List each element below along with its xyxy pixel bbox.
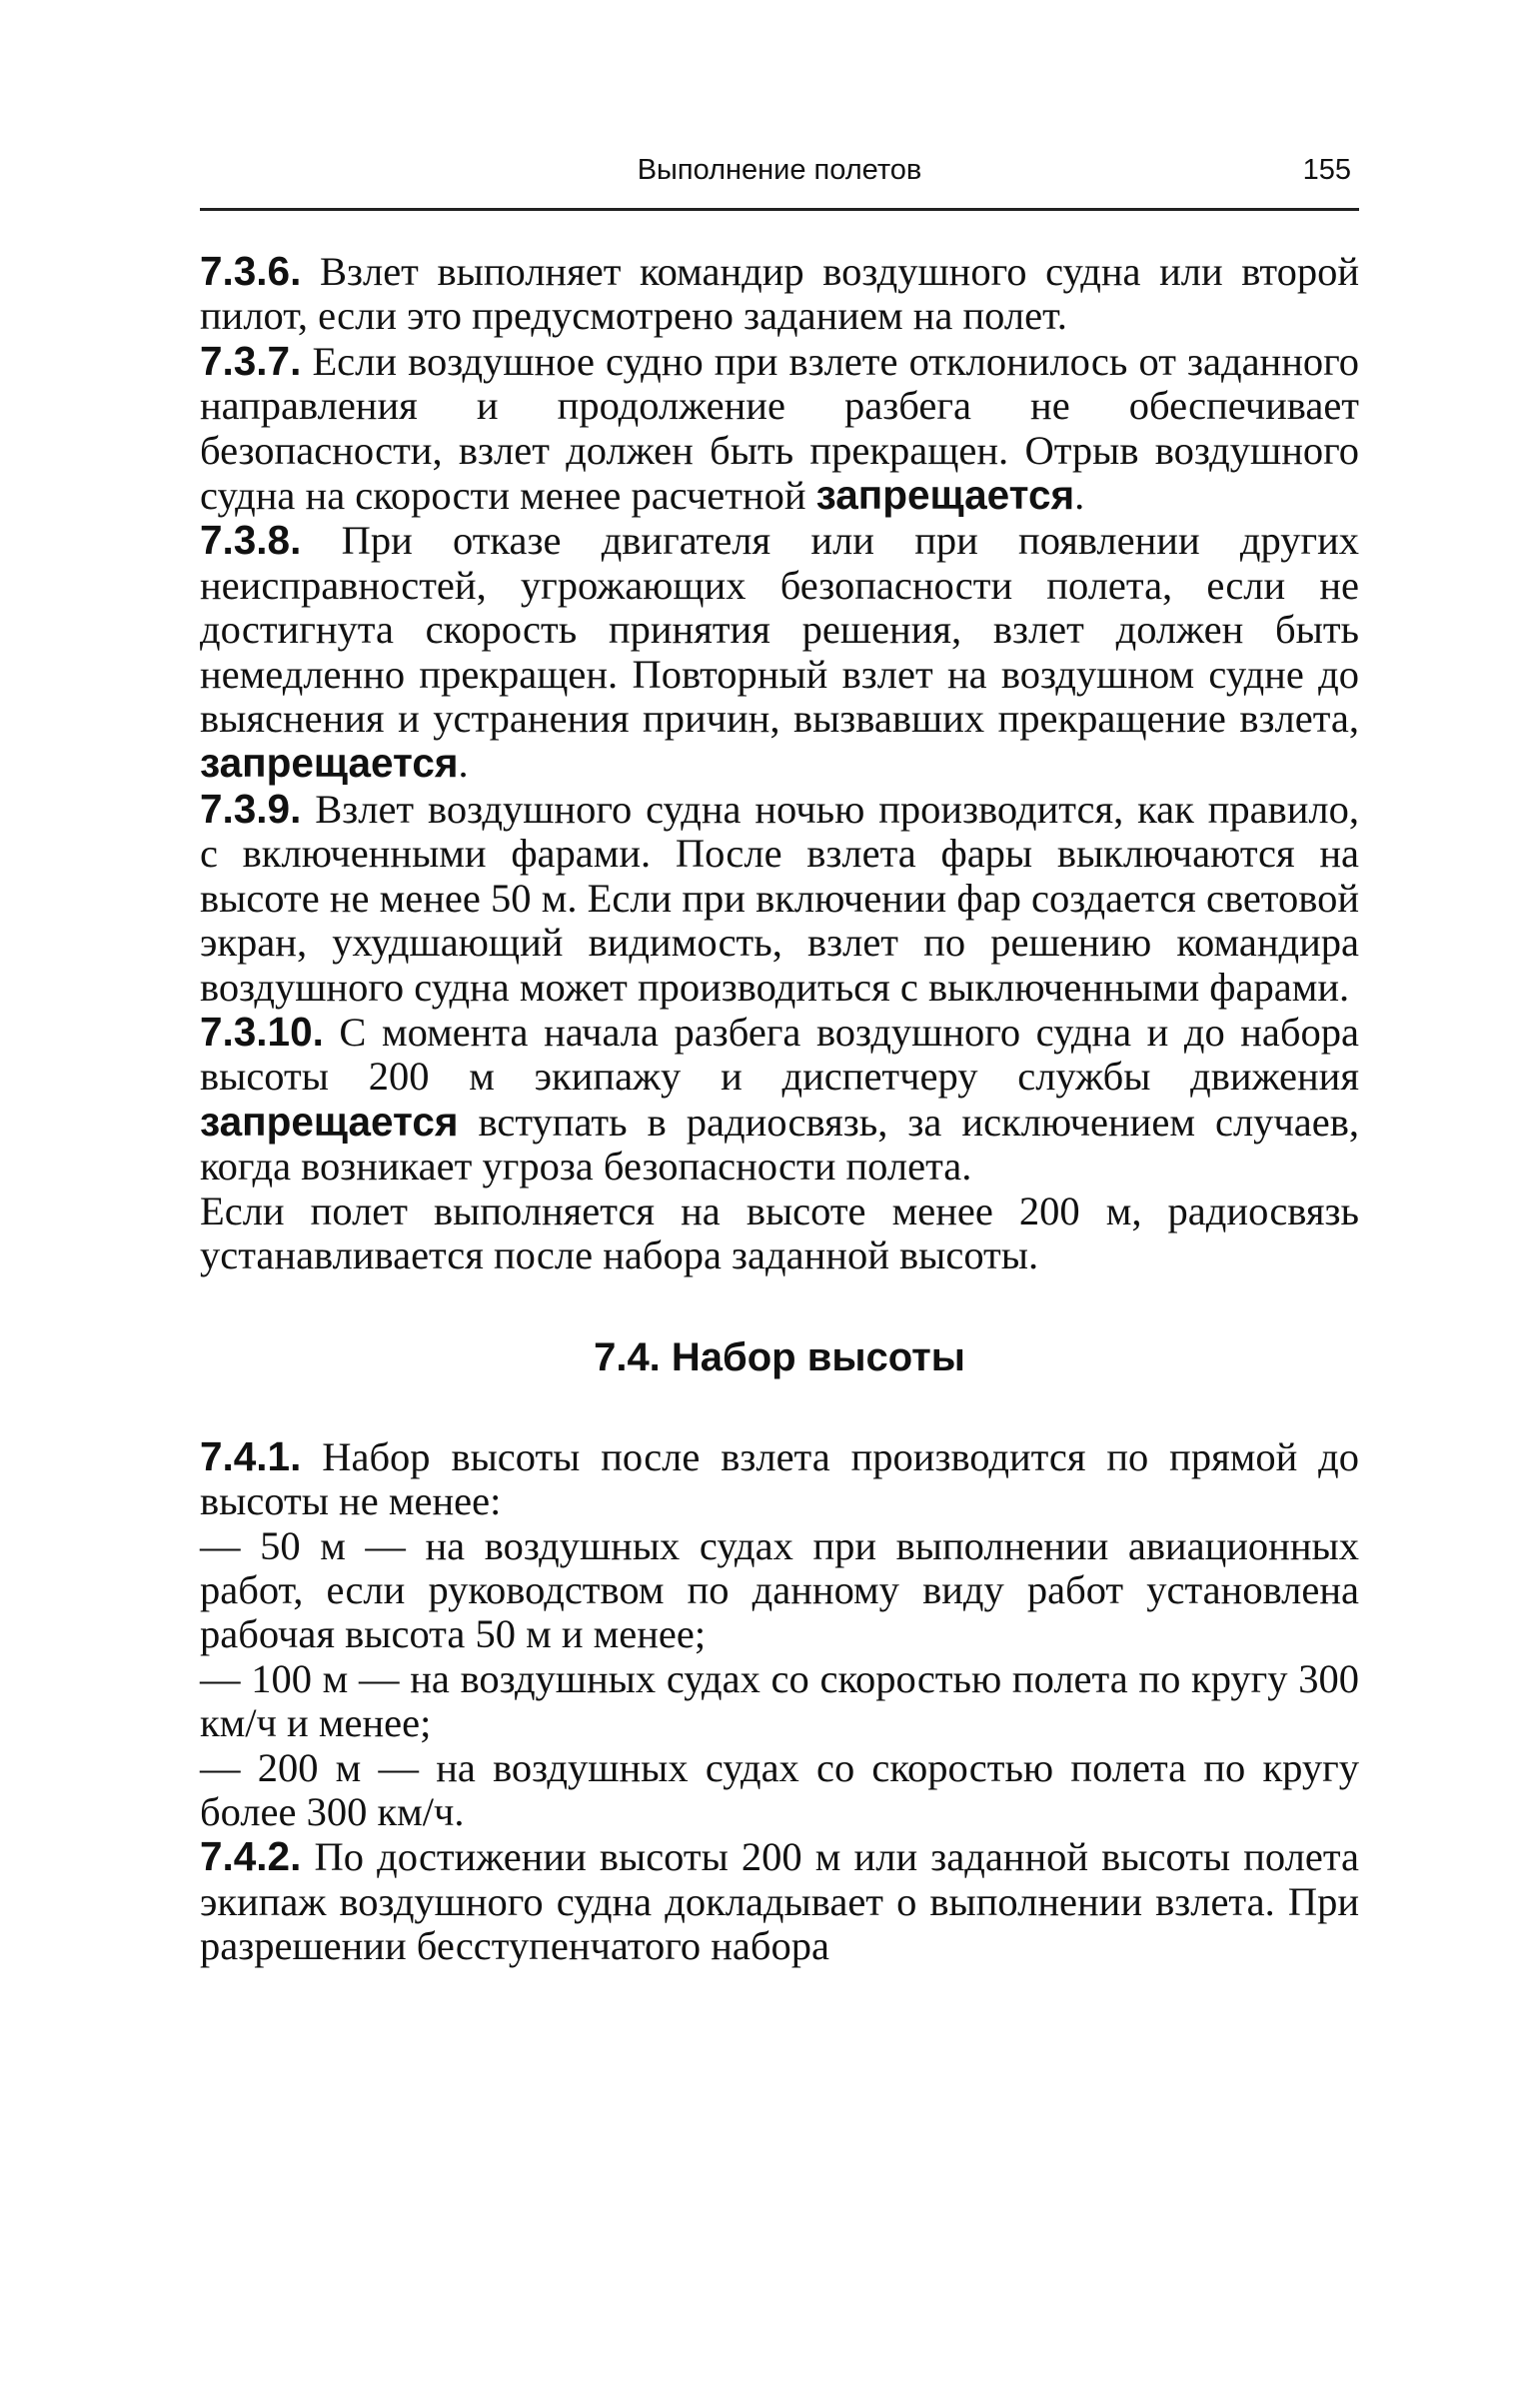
running-head [200,140,1359,192]
list-item: — 50 м — на воздушных судах при выполнении авиационных работ, если руководством по данному виду работ установлена рабочая высота 50 м и менее; [200,1522,1359,1657]
paragraph-7-3-10 [200,1010,1359,1190]
section-heading: 7.4. Набор высоты [594,1335,965,1380]
paragraph-number: 7.4.1. [200,1432,302,1479]
paragraph-tail: вступать в радиосвязь, за исключением случаев, когда возникает угроза безопасности полета. [200,1099,1359,1190]
paragraph-7-3-9 [200,787,1359,1010]
paragraph-7-3-6 [200,249,1359,339]
paragraph-text: Набор высоты после взлета производится по прямой до высоты не менее: [200,1433,1359,1524]
list-item: — 100 м — на воздушных судах со скоростью полета по кругу 300 км/ч и менее; [200,1655,1359,1746]
paragraph-number: 7.3.10. [200,1008,324,1055]
page-number: 155 [1302,154,1351,186]
paragraph-text: Взлет выполняет командир воздушного судна или второй пилот, если это предусмотрено заданием на полет. [200,249,1359,339]
paragraph-number: 7.4.2. [200,1833,302,1880]
paragraph-text: Если воздушное судно при взлете отклонилось от заданного направления и продолжение разбега не обеспечивает безопасности, взлет должен быть прекращен. Отрыв воздушного судна на скорости менее расчетной [200,338,1359,519]
paragraph-7-3-7 [200,339,1359,519]
paragraph-number: 7.3.9. [200,785,302,832]
paragraph-number: 7.3.7. [200,337,302,384]
paragraph-7-4-2 [200,1834,1359,1968]
paragraph-text: При отказе двигателя или при появлении других неисправностей, угрожающих безопасности полета, если не достигнута скорость принятия решения, взлет должен быть немедленно прекращен. Повторный взлет на воздушном судне до выяснения и устранения причин, вызвавших прекращение взлета, [200,518,1359,742]
paragraph-tail: . [1074,473,1085,519]
header-rule [200,208,1359,211]
paragraph-7-3-8 [200,518,1359,786]
paragraph-number: 7.3.6. [200,248,302,294]
list-item: — 200 м — на воздушных судах со скоростью полета по кругу более 300 км/ч. [200,1744,1359,1834]
paragraph-text: По достижении высоты 200 м или заданной высоты полета экипаж воздушного судна докладывает о выполнении взлета. При разрешении бесступенчатого набора [200,1834,1359,1969]
paragraph-7-4-1 [200,1434,1359,1524]
paragraph-text: Если полет выполняется на высоте менее 200 м, радиосвязь устанавливается после набора заданной высоты. [200,1188,1359,1277]
running-title: Выполнение полетов [637,154,922,186]
emphasis-prohibited: запрещается [200,1098,459,1145]
paragraph-tail: . [458,741,469,787]
paragraph-number: 7.3.8. [200,517,302,564]
emphasis-prohibited: запрещается [815,472,1075,519]
paragraph-text: Взлет воздушного судна ночью производится, как правило, с включенными фарами. После взлета фары выключаются на высоте не менее 50 м. Если при включении фар создается световой экран, ухудшающий видимость, взлет по решению командира воздушного судна может производиться с выключенными фарами. [200,786,1359,1010]
emphasis-prohibited: запрещается [200,740,459,787]
page-body [200,249,1359,1969]
book-page [200,140,1359,1969]
paragraph-7-3-10-continued [200,1190,1359,1278]
paragraph-text: С момента начала разбега воздушного судна и до набора высоты 200 м экипажу и диспетчеру службы движения [200,1009,1359,1100]
